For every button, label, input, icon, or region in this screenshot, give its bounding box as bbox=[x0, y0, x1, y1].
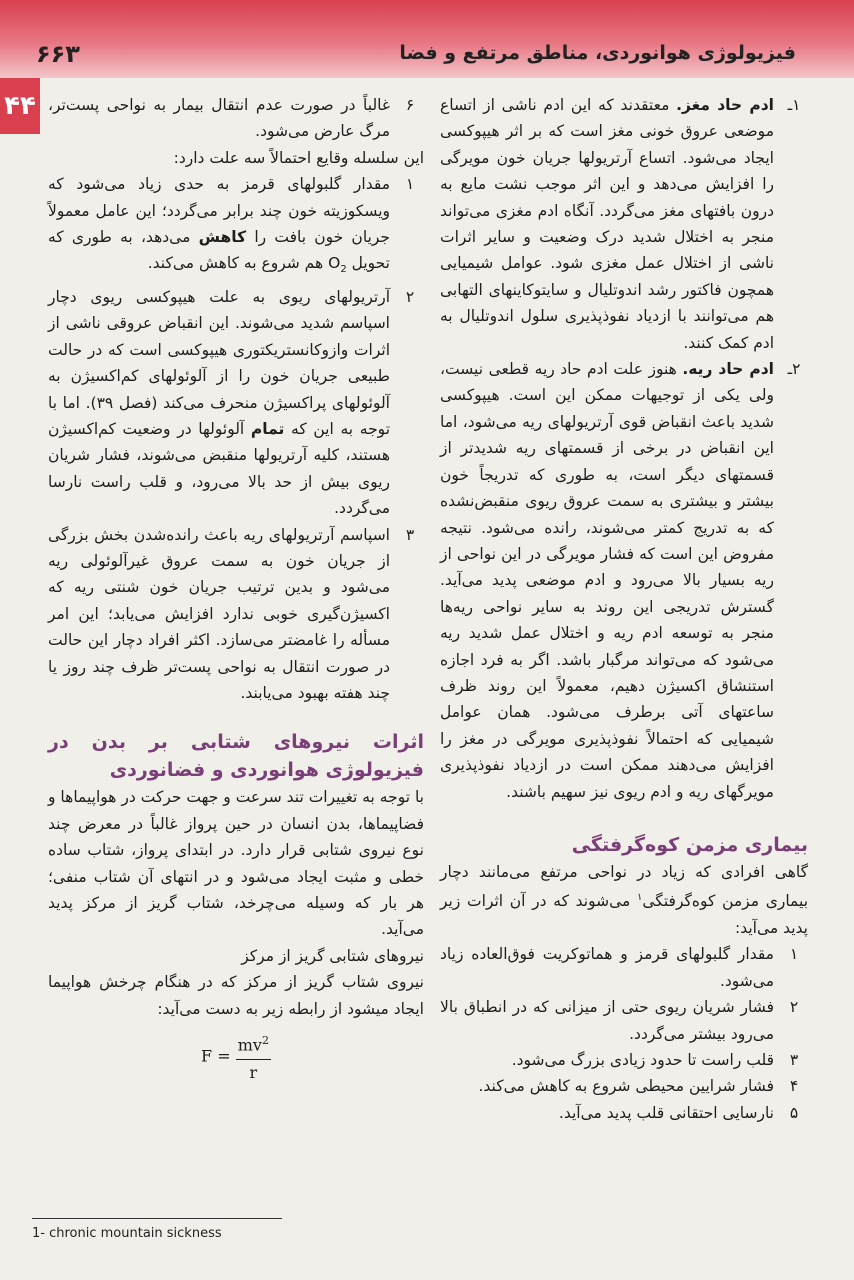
cause-item: ۲ آرتریولهای ریوی به علت هیپوکسی ریوی دچار اسپاسم شدید می‌شوند. این انقباض عروقی ناشی از اثرات وازوکانستریکتوری هیپوکسی است که در حالت طبیعی جریان خون را از آلوئولهای کم‌اکسیژن به آلوئولهای پراکسیژن منحرف می‌کند (فصل ۳۹). اما با توجه به این که تمام آلوئولها در وضعیت کم‌اکسیژن هستند، کلیه آرتریولها منقبض می‌شوند، فشار شریان ریوی بیش از حد بالا می‌رود، و قلب راست نارسا می‌گردد. bbox=[48, 284, 424, 522]
item-text: اسپاسم آرتریولهای ریه باعث رانده‌شدن بخش بزرگی از جریان خون به سمت عروق غیرآلوئولی ریه می‌شود و بدین ترتیب جریان خون شنتی ریه که اکسیژن‌گیری خوبی ندارد افزایش می‌یابد؛ این امر مسأله را غامضتر می‌سازد. اکثر افراد دچار این حالت در صورت انتقال به نواحی پست‌تر ظرف چند روز یا چند هفته بهبود می‌یابند. bbox=[48, 525, 390, 703]
item-number: ۶ bbox=[405, 96, 415, 114]
section-paragraph: با توجه به تغییرات تند سرعت و جهت حرکت در هواپیماها و فضاپیماها، بدن انسان در حین پرواز غالباً در معرض چند نوع نیروی شتابی قرار دارد. در ابتدای پرواز، شتاب ساده خطی و مثبت ایجاد می‌شود و در انتهای آن شتاب منفی؛ هر بار که وسیله می‌چرخد، شتاب گریز از مرکز پدید می‌آید. bbox=[48, 788, 424, 939]
item-text: مقدار گلبولهای قرمز و هماتوکریت فوق‌العاده زیاد می‌شود. bbox=[440, 945, 774, 990]
item-text: نارسایی احتقانی قلب پدید می‌آید. bbox=[558, 1103, 774, 1122]
item-acute-pulmonary-edema bbox=[440, 356, 808, 805]
item-number: ۱ bbox=[789, 945, 799, 964]
header-band bbox=[0, 0, 854, 78]
section-intro: گاهی افرادی که زیاد در نواحی مرتفع می‌مانند دچار بیماری مزمن کوه‌گرفتگی$^۱$ می‌شوند که در آن اثرات زیر پدید می‌آید: bbox=[440, 862, 809, 937]
subheading-centrifugal: نیروهای شتابی گریز از مرکز bbox=[241, 946, 424, 965]
cause-item: ۱ مقدار گلبولهای قرمز به حدی زیاد می‌شود که ویسکوزیته خون چند برابر می‌گردد؛ این عامل معمولاً جریان خون بافت را کاهش می‌دهد، به طوری که تحویل $O_2$ هم شروع به کاهش می‌کند. bbox=[48, 171, 424, 284]
chapter-tab: ۴۴ bbox=[0, 78, 40, 134]
effect-item bbox=[440, 1100, 808, 1126]
right-column bbox=[440, 92, 808, 1126]
centrifugal-force-formula: F = $\frac{mv^2}{r}$ bbox=[48, 1028, 424, 1074]
item-number: ۵ bbox=[789, 1103, 799, 1122]
item-text: معتقدند که این ادم ناشی از اتساع موضعی عروق خونی مغز است که بر اثر هیپوکسی ایجاد می‌شود. اتساع آرتریولها جریان خون مویرگی را افزایش می‌دهد و این اثر موجب نشت مایع به درون بافتهای مغز می‌گردد. آنگاه ادم مغزی می‌تواند منجر به اختلال شدید درک وضعیت و سایر اثرات ناشی از اختلال عمل مغزی شود. عوامل شیمیایی همچون فاکتور رشد اندوتلیال و سایتوکاینهای التهابی هم می‌توانند با ازدیاد نفوذپذیری سلول اندوتلیال به ادم کمک کنند. bbox=[440, 96, 774, 352]
item-number: ۲ bbox=[405, 287, 415, 306]
section-heading-chronic-mountain-sickness: بیماری مزمن کوه‌گرفتگی bbox=[571, 833, 808, 856]
subsection-paragraph: نیروی شتاب گریز از مرکز که در هنگام چرخش هواپیما ایجاد میشود از رابطه زیر به دست می‌آید: bbox=[48, 973, 424, 1018]
running-title: فیزیولوژی هوانوردی، مناطق مرتفع و فضا bbox=[399, 42, 796, 64]
item-number: ۳ bbox=[405, 525, 415, 544]
bold-word: تمام bbox=[250, 419, 285, 438]
item-number: ۲ـ bbox=[787, 360, 801, 379]
effect-item bbox=[440, 994, 808, 1047]
page-number: ۶۶۳ bbox=[36, 40, 80, 68]
item-text: هنوز علت ادم حاد ریه قطعی نیست، ولی یکی از توجیهات ممکن این است. هیپوکسی شدید باعث انقباض قوی آرتریولهای ریه می‌شود، اما این انقباض در برخی از قسمتهای ریه شدیدتر از قسمتهای دیگر است، به طوری که تدریجاً خون بیشتر و بیشتری به سمت عروق ریوی منقبض‌نشده که به تدریج کمتر می‌شوند، رانده می‌شود. نتیجه مفروض این است که فشار مویرگی در این نواحی از ریه بسیار بالا می‌رود و ادم موضعی پدید می‌آید. گسترش تدریجی این روند به سایر نواحی ریه‌ها منجر به توسعه ادم ریه و اختلال عمل شدید ریه می‌شود که می‌تواند مرگبار باشد. اگر به فرد اجازه استنشاق اکسیژن دهیم، معمولاً این روند ظرف ساعتهای آتی برطرف می‌شود. همان عوامل شیمیایی که احتمالاً نفوذپذیری مویرگی در مغز را افزایش می‌دهند ممکن است در ازدیاد نفوذپذیری مویرگهای ریه و ادم ریوی نیز سهیم باشند. bbox=[440, 360, 774, 801]
item-number: ۴ bbox=[789, 1077, 799, 1096]
item-number: ۳ bbox=[789, 1050, 799, 1069]
item-text: فشار شرایین محیطی شروع به کاهش می‌کند. bbox=[478, 1077, 774, 1096]
effects-list bbox=[440, 941, 808, 1126]
effect-item bbox=[440, 1073, 808, 1099]
footnote-rule bbox=[32, 1218, 282, 1219]
section-heading-acceleratory-forces: اثرات نیروهای شتابی بر بدن در فیزیولوژی هوانوردی و فضانوردی bbox=[48, 731, 424, 782]
left-column bbox=[48, 92, 424, 1082]
effect-item bbox=[440, 941, 808, 994]
item-lead: ادم حاد مغز. bbox=[676, 96, 774, 114]
item-text: قلب راست تا حدود زیادی بزرگ می‌شود. bbox=[511, 1050, 774, 1069]
item-number: ۱ـ bbox=[787, 96, 801, 114]
item-acute-cerebral-edema bbox=[440, 92, 808, 356]
item-death bbox=[48, 92, 424, 145]
footnote: 1- chronic mountain sickness bbox=[32, 1226, 222, 1241]
item-number: ۲ bbox=[789, 998, 799, 1017]
bold-word: کاهش bbox=[198, 228, 247, 247]
item-number: ۱ bbox=[405, 175, 415, 194]
item-lead: ادم حاد ریه. bbox=[682, 360, 774, 379]
causes-intro: این سلسله وقایع احتمالاً سه علت دارد: bbox=[173, 148, 424, 167]
cause-item bbox=[48, 522, 424, 707]
effect-item bbox=[440, 1047, 808, 1073]
footnote-marker: ۱ bbox=[637, 892, 643, 904]
o2-formula: $O_2$ bbox=[328, 254, 347, 276]
item-text: فشار شریان ریوی حتی از میزانی که در انطباق بالا می‌رود بیشتر می‌گردد. bbox=[440, 998, 774, 1043]
item-text: غالباً در صورت عدم انتقال بیمار به نواحی پست‌تر، مرگ عارض می‌شود. bbox=[48, 96, 390, 141]
